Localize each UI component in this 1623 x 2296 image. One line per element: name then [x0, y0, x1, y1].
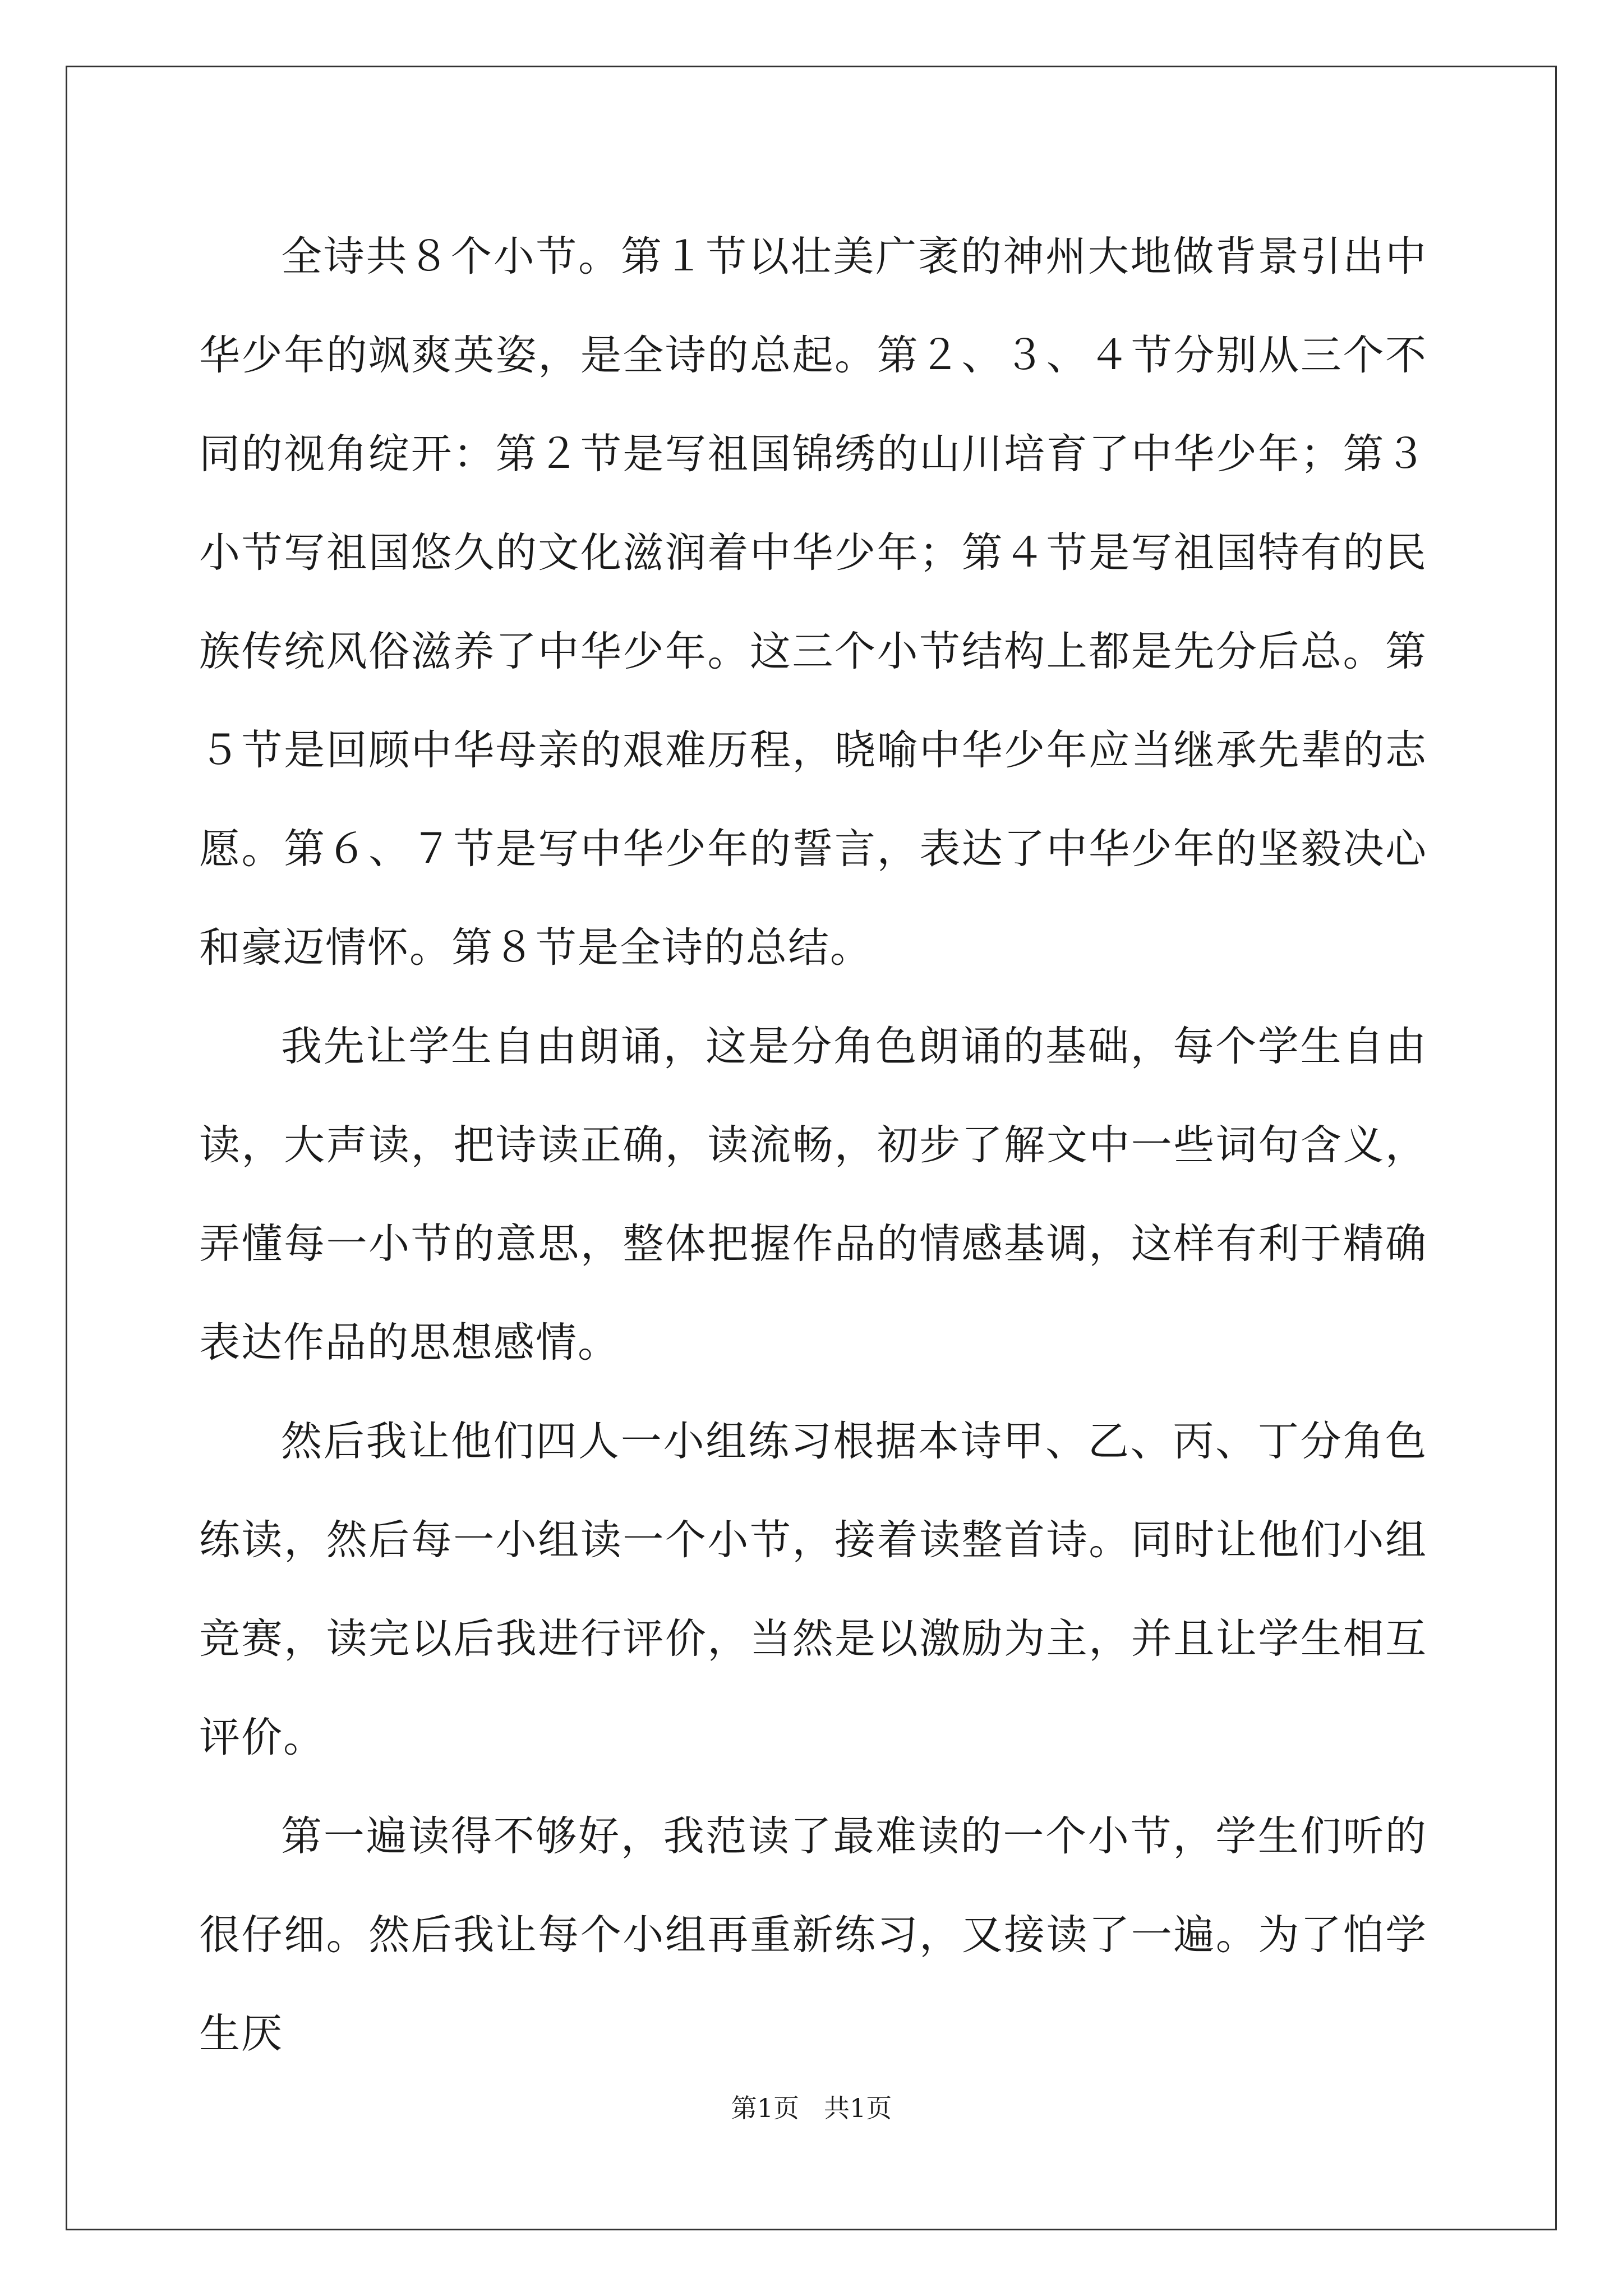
page-footer — [0, 2091, 1623, 2125]
page-number: 第1页 — [731, 2093, 800, 2123]
document-body — [199, 208, 1427, 2083]
paragraph-2: 我先让学生自由朗诵，这是分角色朗诵的基础，每个学生自由读，大声读，把诗读正确，读流畅，初步了解文中一些词句含义，弄懂每一小节的意思，整体把握作品的情感基调，这样有利于精确表达作品的思想感情。 — [199, 1023, 1427, 1366]
page-total: 共1页 — [823, 2093, 892, 2123]
paragraph-1: 全诗共８个小节。第１节以壮美广袤的神州大地做背景引出中华少年的飒爽英姿，是全诗的总起。第２、３、４节分别从三个不同的视角绽开：第２节是写祖国锦绣的山川培育了中华少年；第３小节写祖国悠久的文化滋润着中华少年；第４节是写祖国特有的民族传统风俗滋养了中华少年。这三个小节结构上都是先分后总。第５节是回顾中华母亲的艰难历程，晓喻中华少年应当继承先辈的志愿。第６、７节是写中华少年的誓言，表达了中华少年的坚毅决心和豪迈情怀。第８节是全诗的总结。 — [199, 233, 1427, 972]
paragraph-3: 然后我让他们四人一小组练习根据本诗甲、乙、丙、丁分角色练读，然后每一小组读一个小节，接着读整首诗。同时让他们小组竞赛，读完以后我进行评价，当然是以激励为主，并且让学生相互评价。 — [199, 1418, 1427, 1761]
footer-gap — [799, 2093, 824, 2123]
paragraph-4: 第一遍读得不够好，我范读了最难读的一个小节，学生们听的很仔细。然后我让每个小组再重新练习，又接读了一遍。为了怕学生厌 — [199, 1812, 1427, 2058]
